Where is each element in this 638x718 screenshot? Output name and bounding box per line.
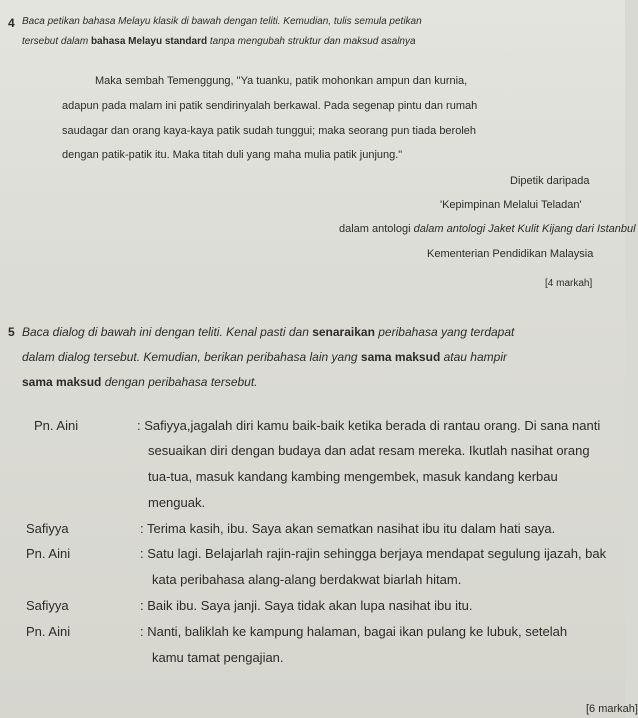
question-5-marks: [6 markah] (586, 703, 638, 715)
question-4-number: 4 (8, 16, 15, 30)
dialog-line: : Nanti, baliklah ke kampung halaman, bagai ikan pulang ke lubuk, setelah (140, 624, 568, 639)
dialog-line: : Safiyya,jagalah diri kamu baik-baik ketika berada di rantau orang. Di sana nanti (137, 418, 601, 433)
question-4-instruction-line-1: Baca petikan bahasa Melayu klasik di bawah dengan teliti. Kemudian, tulis semula petikan (22, 16, 422, 27)
question-5-instruction-line-2: dalam dialog tersebut. Kemudian, berikan peribahasa lain yang sama maksud atau hampir (22, 350, 507, 364)
dialog-line: tua-tua, masuk kandang kambing mengembek, masuk kandang kerbau (148, 469, 558, 484)
source-line-1: Dipetik daripada (510, 175, 590, 187)
question-4-instruction-line-2: tersebut dalam bahasa Melayu standard tanpa mengubah struktur dan maksud asalnya (22, 36, 416, 47)
dialog-line: : Terima kasih, ibu. Saya akan sematkan nasihat ibu itu dalam hati saya. (140, 521, 556, 536)
dialog-line: kamu tamat pengajian. (152, 650, 284, 665)
dialog-line: : Satu lagi. Belajarlah rajin-rajin sehingga berjaya mendapat segulung ijazah, bak (140, 546, 607, 561)
dialog-speaker: Safiyya (26, 598, 69, 613)
dialog-line: sesuaikan diri dengan budaya dan adat resam mereka. Ikutlah nasihat orang (148, 443, 590, 458)
source-line-4: Kementerian Pendidikan Malaysia (427, 248, 594, 260)
question-4-marks: [4 markah] (545, 278, 593, 289)
dialog-speaker: Pn. Aini (34, 418, 79, 433)
passage-line-4: dengan patik-patik itu. Maka titah duli yang maha mulia patik junjung." (62, 149, 403, 161)
source-line-2: 'Kepimpinan Melalui Teladan' (440, 199, 582, 211)
dialog-line: kata peribahasa alang-alang berdakwat biarlah hitam. (152, 572, 462, 587)
passage-line-1: Maka sembah Temenggung, "Ya tuanku, patik mohonkan ampun dan kurnia, (95, 75, 468, 87)
dialog-line: : Baik ibu. Saya janji. Saya tidak akan lupa nasihat ibu itu. (140, 598, 473, 613)
question-5-instruction-line-1: Baca dialog di bawah ini dengan teliti. Kenal pasti dan senaraikan peribahasa yang terdapat (22, 325, 515, 339)
passage-line-2: adapun pada malam ini patik sendirinyalah berkawal. Pada segenap pintu dan rumah (62, 100, 478, 112)
question-5-instruction-line-3: sama maksud dengan peribahasa tersebut. (22, 375, 258, 389)
dialog-speaker: Safiyya (26, 521, 69, 536)
dialog-speaker: Pn. Aini (26, 546, 71, 561)
dialog-speaker: Pn. Aini (26, 624, 71, 639)
question-5-number: 5 (8, 325, 15, 339)
dialog-line: menguak. (148, 495, 206, 510)
passage-line-3: saudagar dan orang kaya-kaya patik sudah tunggui; maka seorang pun tiada beroleh (62, 125, 477, 137)
source-line-3: dalam antologi dalam antologi Jaket Kulit Kijang dari Istanbul (339, 223, 636, 235)
